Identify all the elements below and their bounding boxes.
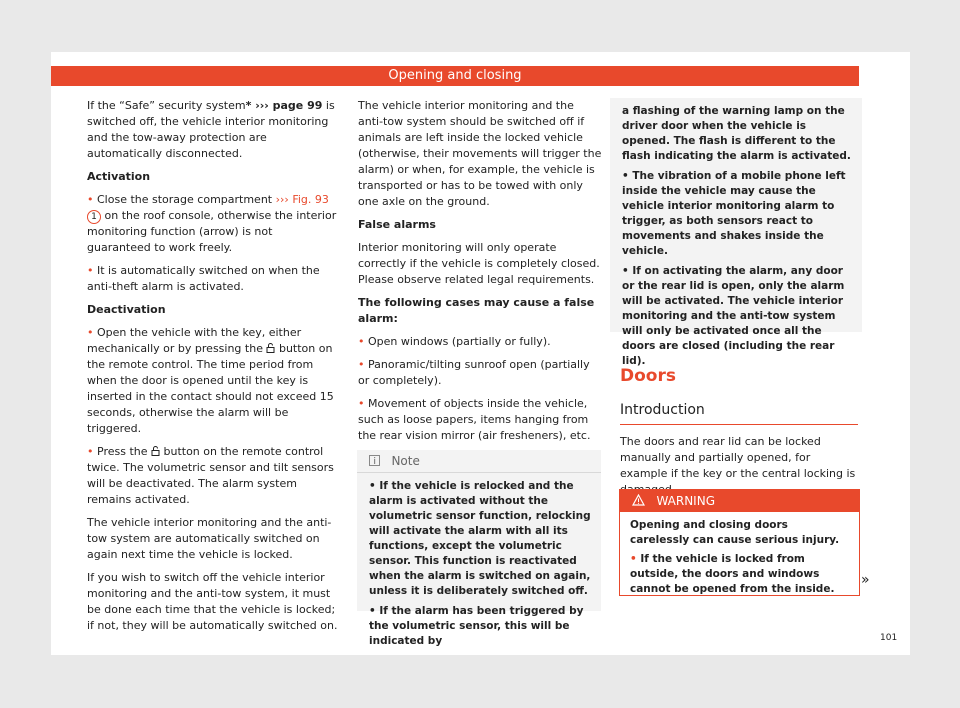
column-left (87, 98, 339, 641)
intro-paragraph: If the “Safe” security system* ››› page 99 is switched off, the vehicle interior monitoring and the tow-away protection are automatically disconnected. (87, 99, 335, 160)
false-alarm-cases-heading: The following cases may cause a false alarm: (358, 296, 595, 325)
activation-heading: Activation (87, 170, 151, 183)
switch-off-paragraph: If you wish to switch off the vehicle interior monitoring and the anti-tow system, it must be done each time that the vehicle is locked; if not, they will be automatically switched on. (87, 571, 338, 632)
case-bullet-2: • Panoramic/tilting sunroof open (partially or completely). (358, 357, 602, 389)
section-title-doors: Doors (620, 366, 676, 386)
activation-bullet-1: • Close the storage compartment ››› Fig. 93 1 on the roof console, otherwise the interior monitoring function (arrow) is not guaranteed to work freely. (87, 192, 339, 256)
warning-bullet-1: • If the vehicle is locked from outside, the doors and windows cannot be opened from the inside. (630, 552, 849, 597)
warning-triangle-icon (632, 494, 645, 506)
note-title: Note (391, 454, 420, 468)
deactivation-heading: Deactivation (87, 303, 166, 316)
page-number: 101 (880, 633, 898, 643)
case-bullet-1: • Open windows (partially or fully). (358, 334, 602, 350)
unlock-icon (151, 446, 160, 456)
false-alarms-paragraph: Interior monitoring will only operate correctly if the vehicle is completely closed. Please observe related legal requirements. (358, 241, 600, 286)
note-box (357, 450, 601, 647)
note-continuation: a flashing of the warning lamp on the driver door when the vehicle is opened. The flash is different to the flash indicating the alarm is activated. (622, 105, 851, 162)
doors-intro-paragraph: The doors and rear lid can be locked manually and partially opened, for example if the key or the central locking is (620, 435, 856, 480)
note-bullet-2: • If the alarm has been triggered by the volumetric sensor, this will be indicated by (369, 604, 591, 649)
deactivation-bullet-2: • Press the button on the remote control twice. The volumetric sensor and tilt sensors will be deactivated. The alarm system remains activated. (87, 444, 339, 508)
column-middle (358, 98, 602, 451)
subsection-title-introduction: Introduction (620, 402, 705, 418)
note-bullet-1: • If the vehicle is relocked and the alarm is activated without the volumetric sensor function, relocking will activate the alarm with all its functions, except the volumetric sensor. This function is reactivated when the alarm is switched on again, unless it is deliberately switched off. (369, 479, 591, 599)
warning-box (619, 489, 860, 596)
deactivation-bullet-1: • Open the vehicle with the key, either mechanically or by pressing the button on the remote control. The time period from when the door is opened until the key is inserted in the contact should not exceed 15 seconds, otherwise the alarm will be triggered. (87, 325, 339, 437)
activation-bullet-2: • It is automatically switched on when the anti-theft alarm is activated. (87, 263, 339, 295)
false-alarms-heading: False alarms (358, 218, 436, 231)
note-box-continued (610, 98, 862, 367)
note-header (357, 450, 601, 473)
animals-paragraph: The vehicle interior monitoring and the anti-tow system should be switched off if animals are left inside the locked vehicle (otherwise, their movements will trigger the alarm) or when, for example, the vehicle is transported or has to be towed with only one axle on the ground. (358, 99, 602, 208)
case-bullet-3: • Movement of objects inside the vehicle, such as loose papers, items hanging from the rear vision mirror (air fresheners), etc. (358, 396, 602, 444)
note-bullet-3: • The vibration of a mobile phone left inside the vehicle may cause the vehicle interior monitoring alarm to trigger, as both sensors react to movements and shakes inside the vehicle. (622, 169, 852, 259)
note-bullet-4: • If on activating the alarm, any door or the rear lid is open, only the alarm will be activated. The vehicle interior monitoring and the anti-tow system will only be activated once all the doors are closed (including the rear lid). (622, 264, 852, 369)
warning-header (620, 490, 859, 512)
page-header: Opening and closing (51, 66, 859, 86)
auto-on-paragraph: The vehicle interior monitoring and the anti-tow system are automatically switched on again next time the vehicle is locked. (87, 516, 332, 561)
subsection-divider (620, 424, 858, 425)
figure-callout-number: 1 (87, 210, 101, 224)
warning-title: WARNING (656, 494, 715, 508)
page-reference-link[interactable]: ››› page 99 (251, 99, 323, 112)
continue-marker: » (861, 572, 870, 588)
info-icon (369, 455, 380, 466)
figure-reference-link[interactable]: ››› Fig. 93 (275, 193, 329, 206)
warning-paragraph: Opening and closing doors carelessly can cause serious injury. (630, 519, 840, 546)
